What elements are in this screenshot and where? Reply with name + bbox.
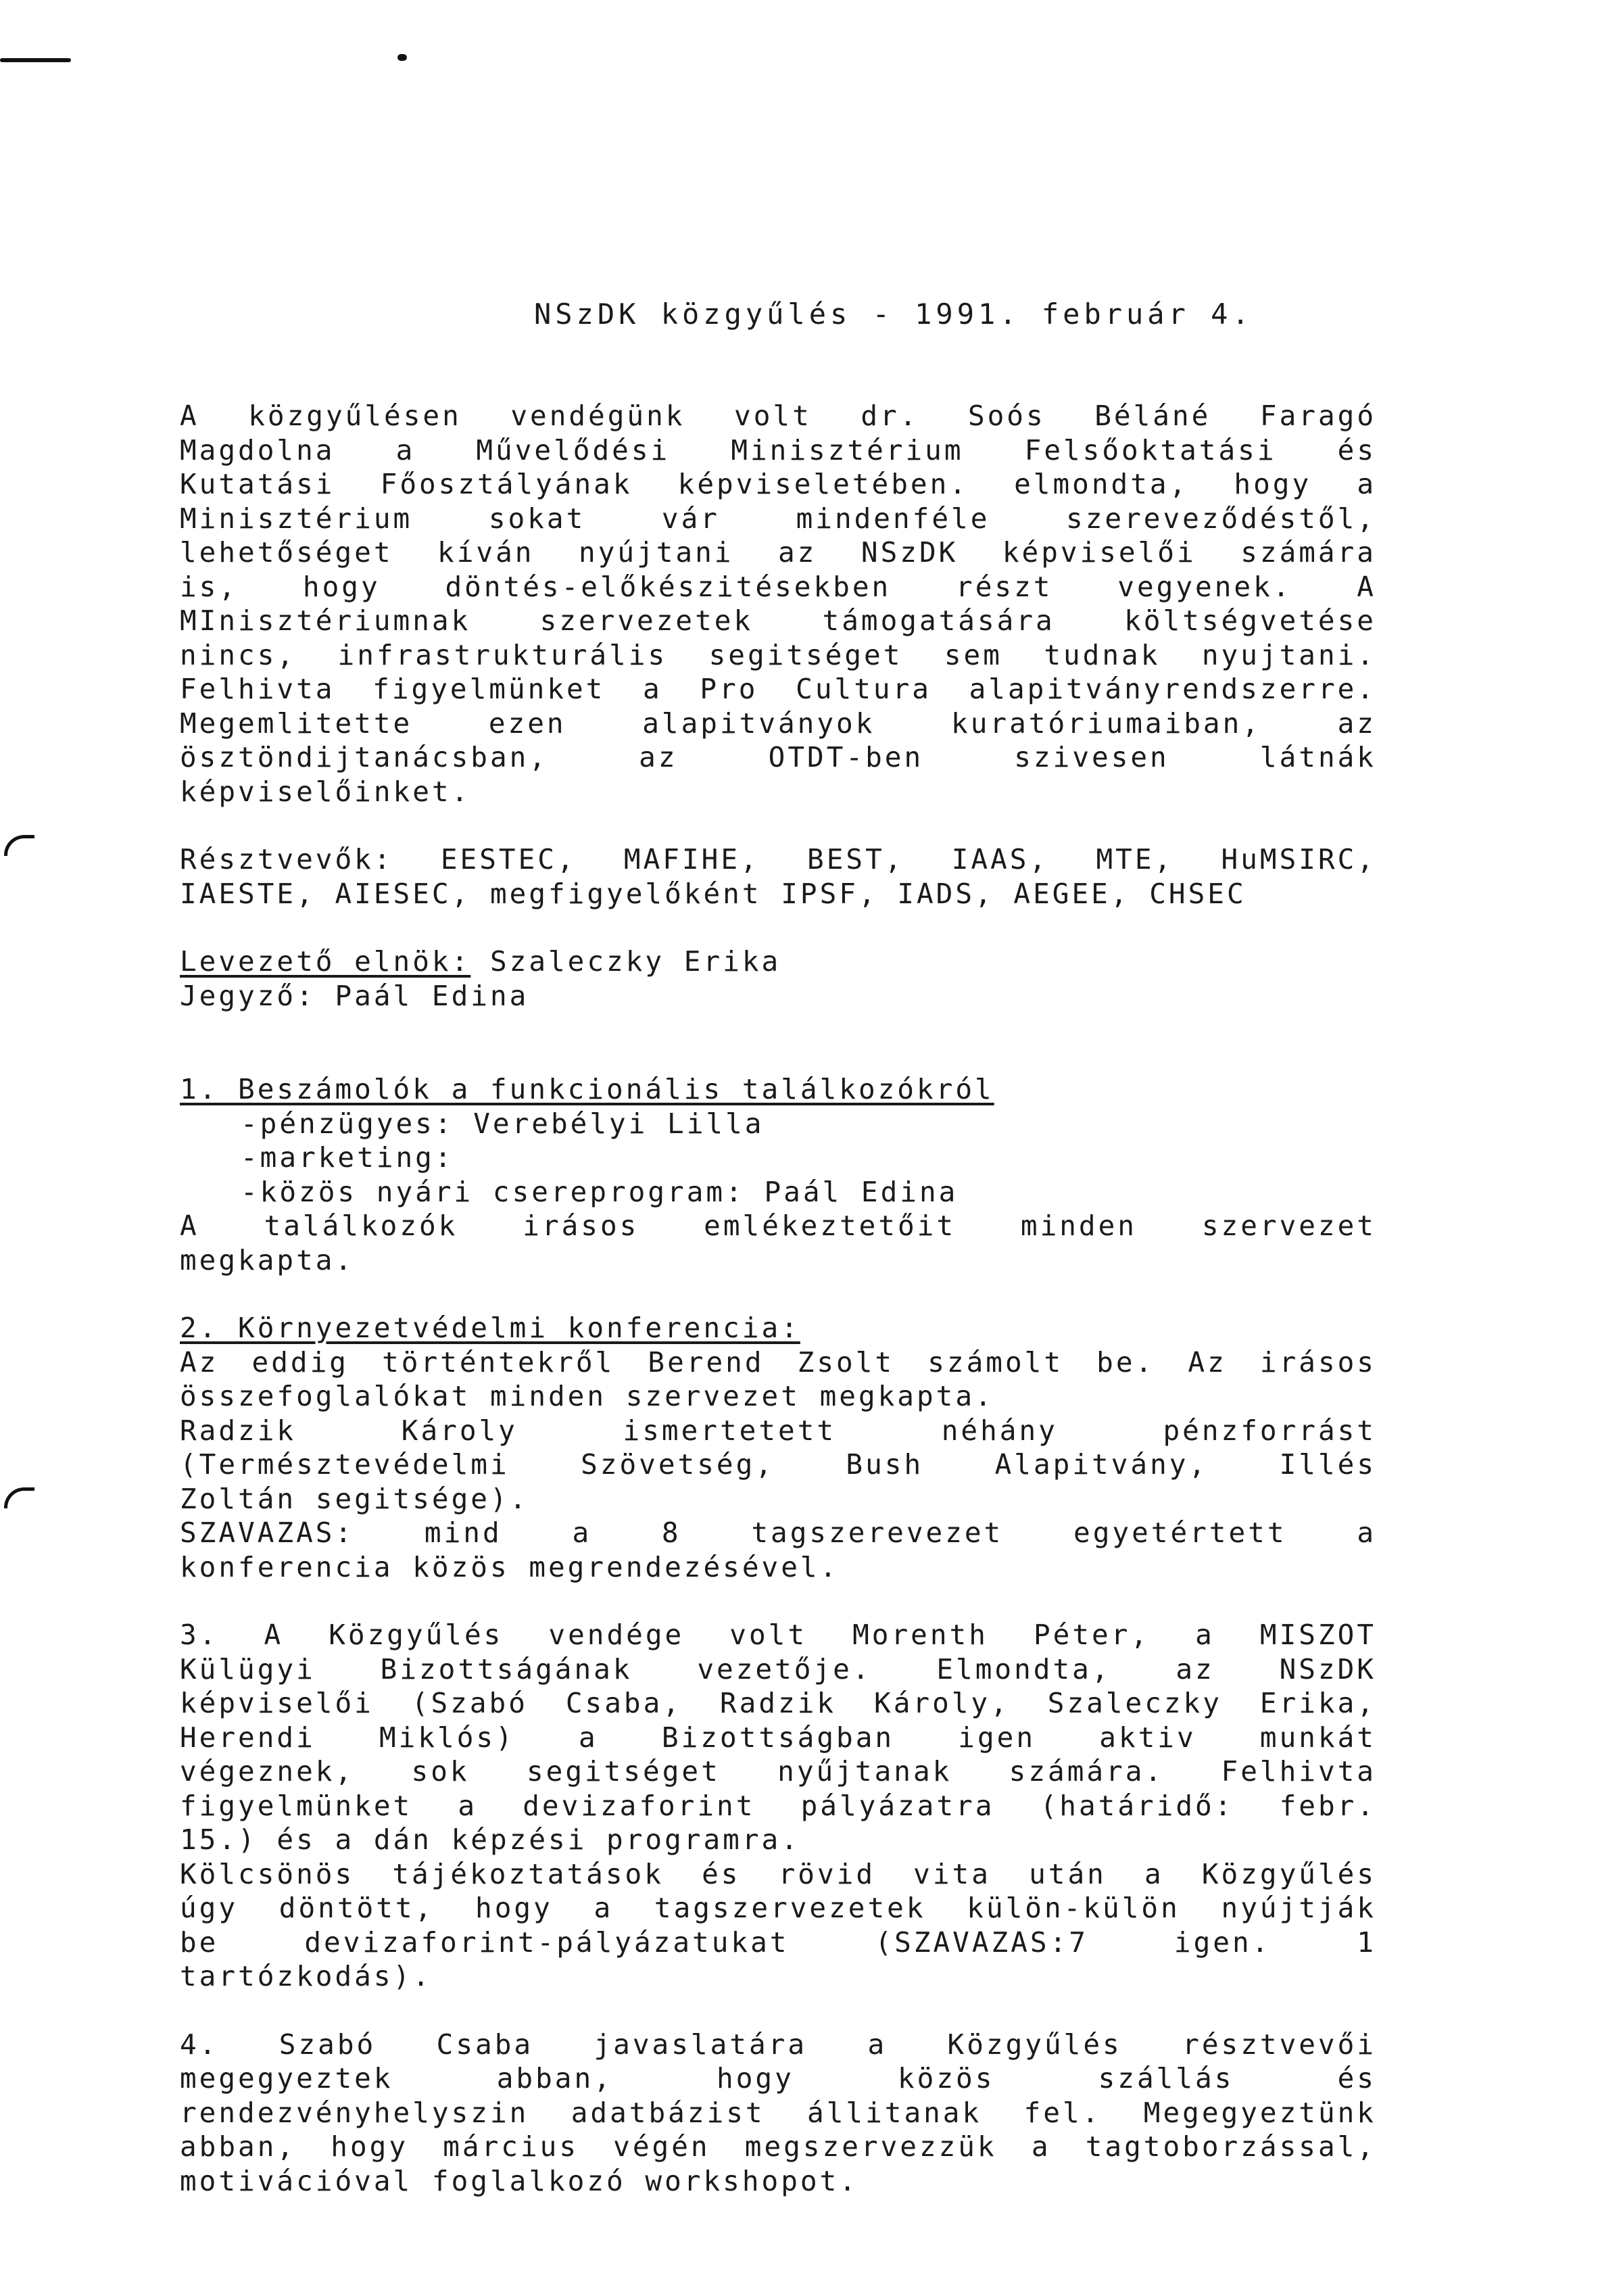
secretary-line: Jegyző: Paál Edina (180, 979, 529, 1012)
text-line: úgy döntött, hogy a tagszervezetek külön-külön nyújtják (180, 1892, 1376, 1924)
text-line: motivációval foglalkozó workshopot. (180, 2164, 858, 2197)
text-line: Megemlitette ezen alapitványok kuratóriumaiban, az (180, 707, 1376, 740)
text-line: Minisztérium sokat vár mindenféle szereveződéstől, (180, 502, 1376, 535)
text-line: Zoltán segitsége). (180, 1482, 529, 1515)
chair-label: Levezető elnök: (180, 945, 471, 978)
text-line: nincs, infrastrukturális segitséget sem tudnak nyujtani. (180, 638, 1376, 671)
text-line: rendezvényhelyszin adatbázist állitanak fel. Megegyeztünk (180, 2096, 1376, 2129)
scan-dot (397, 54, 407, 61)
section-heading: 2. Környezetvédelmi konferencia: (180, 1312, 800, 1344)
section-3 (180, 1618, 1376, 1994)
text-line: Az eddig történtekről Berend Zsolt számolt be. Az irásos (180, 1345, 1376, 1379)
text-line: lehetőséget kíván nyújtani az NSzDK képviselői számára (180, 536, 1376, 569)
text-line: Kölcsönös tájékoztatások és rövid vita után a Közgyűlés (180, 1857, 1376, 1890)
document-body (180, 399, 1376, 2232)
intro-paragraph (180, 399, 1376, 809)
list-item: -pénzügyes: Verebélyi Lilla (241, 1107, 765, 1140)
margin-bracket-mark (4, 835, 34, 856)
text-line: megkapta. (180, 1243, 355, 1276)
text-line: 15.) és a dán képzési programra. (180, 1823, 800, 1856)
chair-line (180, 944, 1376, 979)
document-title: NSzDK közgyűlés - 1991. február 4. (534, 297, 1253, 331)
text-line: figyelmünket a devizaforint pályázatra (határidő: febr. (180, 1789, 1376, 1822)
margin-bracket-mark (4, 1487, 34, 1508)
text-line: végeznek, sok segitséget nyűjtanak számára. Felhivta (180, 1755, 1376, 1788)
text-line: megegyeztek abban, hogy közös szállás és (180, 2062, 1376, 2095)
section-2 (180, 1311, 1376, 1584)
text-line: is, hogy döntés-előkészitésekben részt vegyenek. A (180, 570, 1376, 603)
list-item: -marketing: (241, 1141, 454, 1174)
text-line: képviselői (Szabó Csaba, Radzik Károly, Szaleczky Erika, (180, 1687, 1376, 1719)
scan-mark (0, 58, 71, 62)
text-line: tartózkodás). (180, 1960, 432, 1992)
spacer (180, 1013, 1376, 1072)
list-item: -közös nyári csereprogram: Paál Edina (241, 1175, 959, 1208)
participants-line: IAESTE, AIESEC, megfigyelőként IPSF, IADS, AEGEE, CHSEC (180, 877, 1246, 910)
text-line: A közgyűlésen vendégünk volt dr. Soós Béláné Faragó (180, 400, 1376, 432)
text-line: SZAVAZAS: mind a 8 tagszerevezet egyetértett a (180, 1516, 1376, 1549)
officers (180, 944, 1376, 1013)
text-line: A találkozók irásos emlékeztetőit minden szervezet (180, 1210, 1376, 1242)
text-line: összefoglalókat minden szervezet megkapta. (180, 1380, 994, 1412)
chair-name: Szaleczky Erika (470, 945, 781, 978)
text-line: Magdolna a Művelődési Minisztérium Felsőoktatási és (180, 433, 1376, 467)
participants-line: Résztvevők: EESTEC, MAFIHE, BEST, IAAS, MTE, HuMSIRC, (180, 843, 1376, 876)
section-1 (180, 1072, 1376, 1277)
text-line: 3. A Közgyűlés vendége volt Morenth Péter, a MISZOT (180, 1619, 1376, 1651)
text-line: (Természtevédelmi Szövetség, Bush Alapitvány, Illés (180, 1448, 1376, 1481)
text-line: abban, hogy március végén megszervezzük a tagtoborzással, (180, 2130, 1376, 2163)
participants (180, 842, 1376, 911)
text-line: ösztöndijtanácsban, az OTDT-ben szivesen látnák (180, 741, 1376, 773)
text-line: konferencia közös megrendezésével. (180, 1550, 840, 1583)
text-line: 4. Szabó Csaba javaslatára a Közgyűlés résztvevői (180, 2028, 1376, 2061)
text-line: képviselőinket. (180, 775, 471, 808)
text-line: MInisztériumnak szervezetek támogatására költségvetése (180, 604, 1376, 637)
section-heading: 1. Beszámolók a funkcionális találkozókról (180, 1073, 994, 1105)
section-4 (180, 2028, 1376, 2199)
text-line: Felhivta figyelmünket a Pro Cultura alapitványrendszerre. (180, 673, 1376, 705)
text-line: be devizaforint-pályázatukat (SZAVAZAS:7 igen. 1 (180, 1926, 1376, 1959)
text-line: Kutatási Főosztályának képviseletében. elmondta, hogy a (180, 468, 1376, 500)
text-line: Külügyi Bizottságának vezetője. Elmondta, az NSzDK (180, 1652, 1376, 1685)
text-line: Herendi Miklós) a Bizottságban igen aktiv munkát (180, 1721, 1376, 1754)
text-line: Radzik Károly ismertetett néhány pénzforrást (180, 1414, 1376, 1447)
